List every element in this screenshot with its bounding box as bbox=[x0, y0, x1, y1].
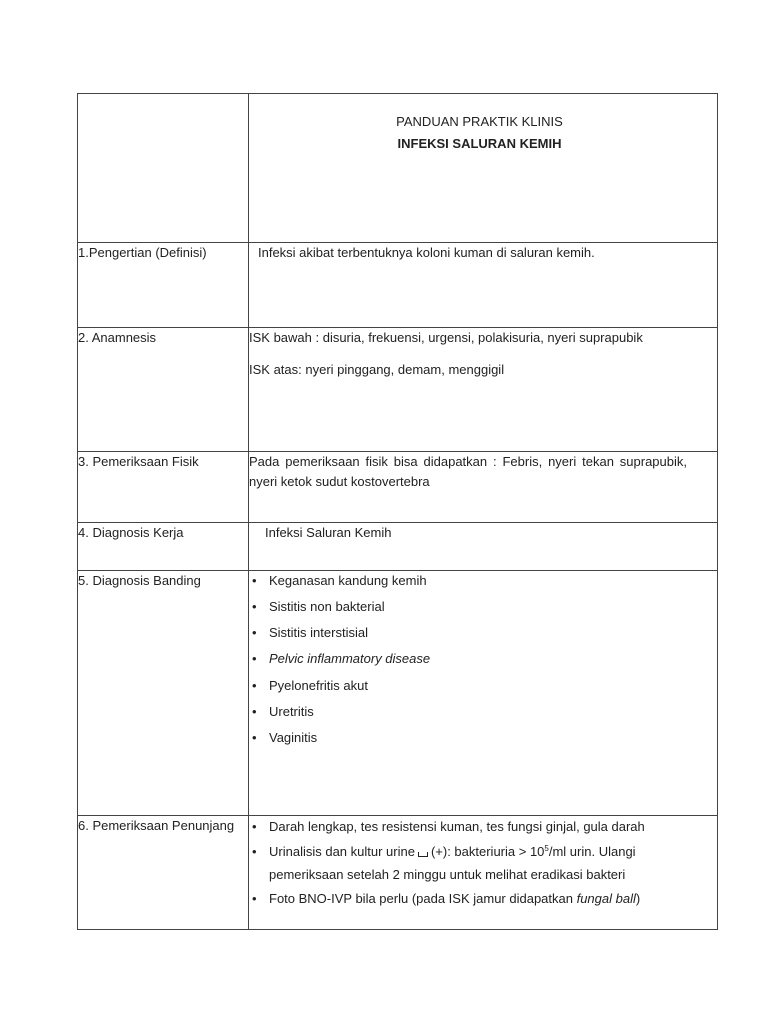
bullet-icon: • bbox=[252, 703, 257, 719]
row-pemeriksaan-penunjang bbox=[78, 816, 718, 930]
list-item-text: Sistitis interstisial bbox=[269, 625, 368, 641]
list-item bbox=[249, 728, 717, 748]
list-item-text: (+): bakteriuria > 10 bbox=[430, 843, 545, 859]
list-item-text: Keganasan kandung kemih bbox=[269, 573, 427, 588]
list-item bbox=[249, 623, 717, 643]
bullet-icon: • bbox=[252, 843, 257, 859]
list-item bbox=[249, 841, 697, 887]
row-anamnesis bbox=[78, 328, 718, 452]
list-item-text: Sistitis non bakterial bbox=[269, 599, 385, 615]
header-cell bbox=[249, 94, 718, 243]
list-item bbox=[249, 571, 717, 591]
diagnosis-banding-list bbox=[249, 571, 717, 748]
list-item bbox=[249, 649, 717, 669]
list-item-text: Pyelonefritis akut bbox=[269, 677, 368, 693]
list-item-text: Vaginitis bbox=[269, 729, 318, 745]
row-content: Infeksi akibat terbentuknya koloni kuman di saluran kemih. bbox=[249, 243, 718, 328]
list-item-text-italic: fungal ball bbox=[576, 891, 636, 907]
list-item-text: Pelvic inflammatory disease bbox=[269, 651, 431, 667]
row-content: Infeksi Saluran Kemih bbox=[249, 523, 718, 571]
exponent: 5 bbox=[544, 843, 549, 853]
row-pengertian bbox=[78, 243, 718, 328]
row-label: 3. Pemeriksaan Fisik bbox=[78, 452, 249, 523]
document-title: PANDUAN PRAKTIK KLINIS bbox=[396, 114, 563, 129]
bullet-icon: • bbox=[252, 599, 257, 615]
list-item bbox=[249, 676, 717, 696]
row-label: 2. Anamnesis bbox=[78, 328, 249, 452]
bullet-icon: • bbox=[252, 625, 257, 641]
bullet-icon: • bbox=[252, 819, 257, 834]
anamnesis-line: ISK bawah : disuria, frekuensi, urgensi, polakisuria, nyeri suprapubik bbox=[249, 330, 643, 345]
row-label: 5. Diagnosis Banding bbox=[78, 571, 249, 816]
row-content bbox=[249, 328, 718, 452]
bullet-icon: • bbox=[252, 573, 257, 588]
row-content bbox=[249, 816, 718, 930]
header-row bbox=[78, 94, 718, 243]
row-label: 4. Diagnosis Kerja bbox=[78, 523, 249, 571]
bullet-icon: • bbox=[252, 891, 257, 907]
list-item bbox=[249, 702, 717, 722]
bullet-icon: • bbox=[252, 677, 257, 693]
clinical-guideline-table bbox=[77, 93, 718, 930]
row-diagnosis-kerja bbox=[78, 523, 718, 571]
row-label: 6. Pemeriksaan Penunjang bbox=[78, 816, 249, 930]
header-empty-cell bbox=[78, 94, 249, 243]
list-item-text: /ml urin. Ulangi pemeriksaan setelah 2 minggu untuk melihat eradikasi bakteri bbox=[269, 843, 636, 882]
list-item-text: Urinalisis dan kultur urine bbox=[269, 843, 415, 859]
bullet-icon: • bbox=[252, 651, 257, 667]
pemeriksaan-penunjang-list bbox=[249, 816, 697, 911]
list-item-text: Uretritis bbox=[269, 703, 314, 719]
list-item-text: Foto BNO-IVP bila perlu (pada ISK jamur didapatkan bbox=[269, 891, 577, 907]
bullet-icon: • bbox=[252, 729, 257, 745]
list-item bbox=[249, 888, 697, 911]
list-item bbox=[249, 597, 717, 617]
list-item-text: Darah lengkap, tes resistensi kuman, tes fungsi ginjal, gula darah bbox=[269, 819, 645, 834]
document-subtitle: INFEKSI SALURAN KEMIH bbox=[397, 136, 562, 152]
list-item-text: ) bbox=[635, 891, 641, 907]
list-item bbox=[249, 816, 697, 839]
underscore-symbol-icon bbox=[418, 852, 428, 857]
anamnesis-line: ISK atas: nyeri pinggang, demam, menggigil bbox=[249, 362, 505, 378]
row-pemeriksaan-fisik bbox=[78, 452, 718, 523]
row-content: Pada pemeriksaan fisik bisa didapatkan : Febris, nyeri tekan suprapubik, nyeri ketok sudut kostovertebra bbox=[249, 452, 718, 523]
row-content bbox=[249, 571, 718, 816]
row-label: 1.Pengertian (Definisi) bbox=[78, 243, 249, 328]
row-diagnosis-banding bbox=[78, 571, 718, 816]
